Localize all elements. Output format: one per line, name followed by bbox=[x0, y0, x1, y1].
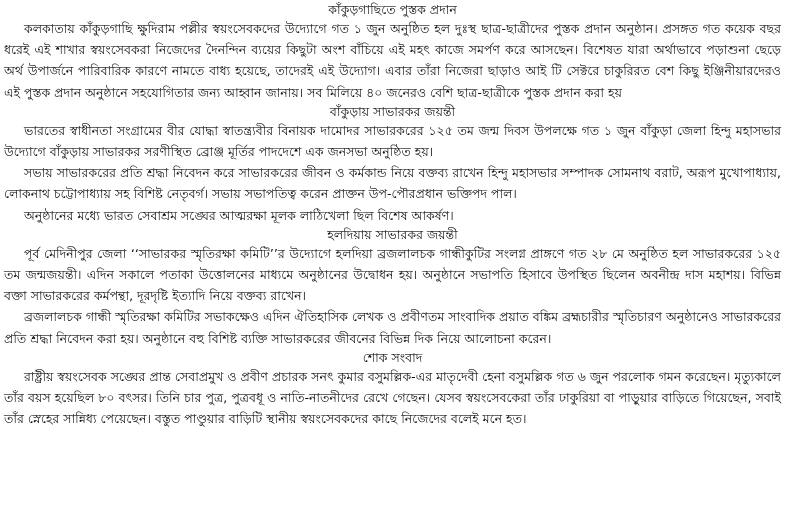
haldia-paragraph-2: ব্রজলালচক গান্ধী স্মৃতিরক্ষা কমিটির সভাকক্ষেও এদিন ঐতিহাসিক লেখক ও প্রবীণতম সাংবাদিক প্রয়াত বঙ্কিম ব্রহ্মচারীর স্মৃতিচারণ অনুষ্ঠানেও সাভারকরের প্রতি শ্রদ্ধা নিবেদন করা হয়। অনুষ্ঠানে বহু বিশিষ্ট ব্যক্তি সাভারকরের জীবনের বিভিন্ন দিক নিয়ে আলোচনা করেন। bbox=[4, 309, 781, 346]
obituary-paragraph-1: রাষ্ট্রীয় স্বয়ংসেবক সঙ্ঘের প্রান্ত সেবাপ্রমুখ ও প্রবীণ প্রচারক সনৎ কুমার বসুমল্লিক-এর মাতৃদেবী হেনা বসুমল্লিক গত ৬ জুন পরলোক গমন করেছেন। মৃত্যুকালে তাঁর বয়স হয়েছিল ৮০ বৎসর। তিনি চার পুত্র, পুত্রবধূ ও নাতি-নাতনীদের রেখে গেছেন। যেসব স্বয়ংসেবকেরা তাঁর ঢাকুরিয়া বা পাড়ুয়ার বাড়িতে গিয়েছেন, সবাই তাঁর স্নেহের সান্নিধ্য পেয়েছেন। বস্তুত পাণ্ডুয়ার বাড়িটি স্থানীয় স্বয়ংসেবকদের কাছে নিজেদের বলেই মনে হত। bbox=[4, 368, 781, 427]
kankurgachi-paragraph-1: কলকাতায় কাঁকুড়গাছি ক্ষুদিরাম পল্লীর স্বয়ংসেবকদের উদ্যোগে গত ১ জুন অনুষ্ঠিত হল দুঃস্থ ছাত্র-ছাত্রীদের পুস্তক প্রদান অনুষ্ঠান। প্রসঙ্গত গত কয়েক বছর ধরেই এই শাখার স্বয়ংসেবকরা নিজেদের দৈনন্দিন ব্যয়ের কিছুটা অংশ বাঁচিয়ে এই মহৎ কাজে সমর্পণ করে আসছেন। বিশেষত যারা অর্থাভাবে পড়াশুনা ছেড়ে অর্থ উপার্জনে পারিবারিক কারণে নামতে বাধ্য হয়েছে, তাদেরই এই উদ্যোগ। এবার তাঁরা নিজেরা ছাড়াও আই টি সেক্টরে চাকুরিরত বেশ কিছু ইঞ্জিনীয়ারদেরও এই পুস্তক প্রদান অনুষ্ঠানে সহযোগিতার জন্য আহ্বান জানায়। সব মিলিয়ে ৪০ জনেরও বেশি ছাত্র-ছাত্রীকে পুস্তক প্রদান করা হয় bbox=[4, 21, 781, 100]
section-heading-kankurgachi: কাঁকুড়গাছিতে পুস্তক প্রদান bbox=[328, 2, 457, 17]
bankura-paragraph-2: সভায় সাভারকরের প্রতি শ্রদ্ধা নিবেদন করে সাভারকরের জীবন ও কর্মকান্ড নিয়ে বক্তব্য রাখেন হিন্দু মহাসভার সম্পাদক সোমনাথ বরাট, অরূপ মুখোপাধ্যায়, লোকনাথ চট্টোপাধ্যায় সহ বিশিষ্ট নেতৃবর্গ। সভায় সভাপতিত্ব করেন প্রাক্তন উপ-পৌরপ্রধান ভক্তিপদ পাল। bbox=[4, 165, 781, 202]
section-heading-obituary: শোক সংবাদ bbox=[362, 349, 423, 365]
section-heading-haldia: হলদিয়ায় সাভারকর জয়ন্তী bbox=[327, 226, 458, 242]
bankura-paragraph-1: ভারতের স্বাধীনতা সংগ্রামের বীর যোদ্ধা স্বাতন্ত্র্যবীর বিনায়ক দামোদর সাভারকরের ১২৫ তম জন্ম দিবস উপলক্ষে গত ১ জুন বাঁকুড়া জেলা হিন্দু মহাসভার উদ্যোগে বাঁকুড়ায় সাভারকর সরণীস্থিত ব্রোঞ্জ মূর্তির পাদদেশে এক জনসভা অনুষ্ঠিত হয়। bbox=[4, 122, 781, 160]
bankura-paragraph-3: অনুষ্ঠানের মধ্যে ভারত সেবাশ্রম সঙ্ঘের আত্মরক্ষা মূলক লাঠিখেলা ছিল বিশেষ আকর্ষণ। bbox=[24, 207, 454, 223]
haldia-paragraph-1: পূর্ব মেদিনীপুর জেলা ‘‘সাভারকর স্মৃতিরক্ষা কমিটি’’র উদ্যোগে হলদিয়া ব্রজলালচক গান্ধীকুটির সংলগ্ন প্রাঙ্গণে গত ২৮ মে অনুষ্ঠিত হল সাভারকরের ১২৫ তম জন্মজয়ন্তী। এদিন সকালে পতাকা উত্তোলনের মাধ্যমে অনুষ্ঠানের উদ্বোধন হয়। অনুষ্ঠানে সভাপতি হিসাবে উপস্থিত ছিলেন অবনীন্দ্র দাস মহাশয়। বিভিন্ন বক্তা সাভারকরের কর্মপন্থা, দূরদৃষ্টি ইত্যাদি নিয়ে বক্তব্য রাখেন। bbox=[4, 245, 781, 304]
section-heading-bankura: বাঁকুড়ায় সাভারকর জয়ন্তী bbox=[329, 103, 456, 119]
